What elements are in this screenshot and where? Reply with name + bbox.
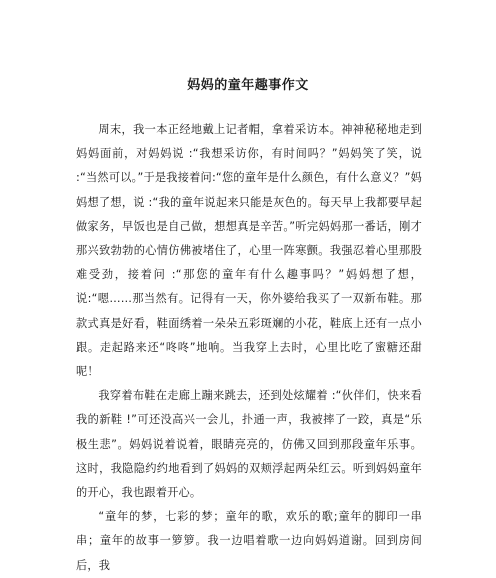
paragraph-3: “童年的梦，七彩的梦；童年的歌，欢乐的歌;童年的脚印一串串；童年的故事一箩箩。我一边唱着歌一边向妈妈道谢。回到房间后，我	[76, 510, 422, 572]
paragraph-2: 我穿着布鞋在走廊上蹦来跳去，还到处炫耀着 :“伙伴们，快来看我的新鞋 !”可还没高兴一会儿，扑通一声，我被摔了一跤，真是“乐极生悲”。妈妈说着说着，眼睛亮亮的，仿佛又回到那段童年乐事。这时，我隐隐约约地看到了妈妈的双颊浮起两朵红云。听到妈妈童年的开心，我也跟着开心。	[76, 389, 422, 500]
document-title: 妈妈的童年趣事作文	[187, 78, 309, 93]
document-body	[76, 118, 422, 578]
paragraph-1: 周末，我一本正经地戴上记者帽，拿着采访本。神神秘秘地走到妈妈面前，对妈妈说 :“我想采访你，有时间吗？”妈妈笑了笑，说 :“当然可以。”于是我接着问:“您的童年是什么颜色，有什么意义？”妈妈想了想，说 :“我的童年说起来只能是灰色的。每天早上我都要早起做家务，早饭也是自己做，想想真是辛苦。”听完妈妈那一番话，刚才那兴致勃勃的心情仿佛被堵住了，心里一阵寒颤。我强忍着心里那股难受劲，接着问 :“那您的童年有什么趣事吗？”妈妈想了想，说:“嗯……那当然有。记得有一天，你外婆给我买了一双新布鞋。那款式真是好看，鞋面绣着一朵朵五彩斑斓的小花，鞋底上还有一点小跟。走起路来还“咚咚”地响。当我穿上去时，心里比吃了蜜糖还甜呢！	[76, 123, 422, 379]
